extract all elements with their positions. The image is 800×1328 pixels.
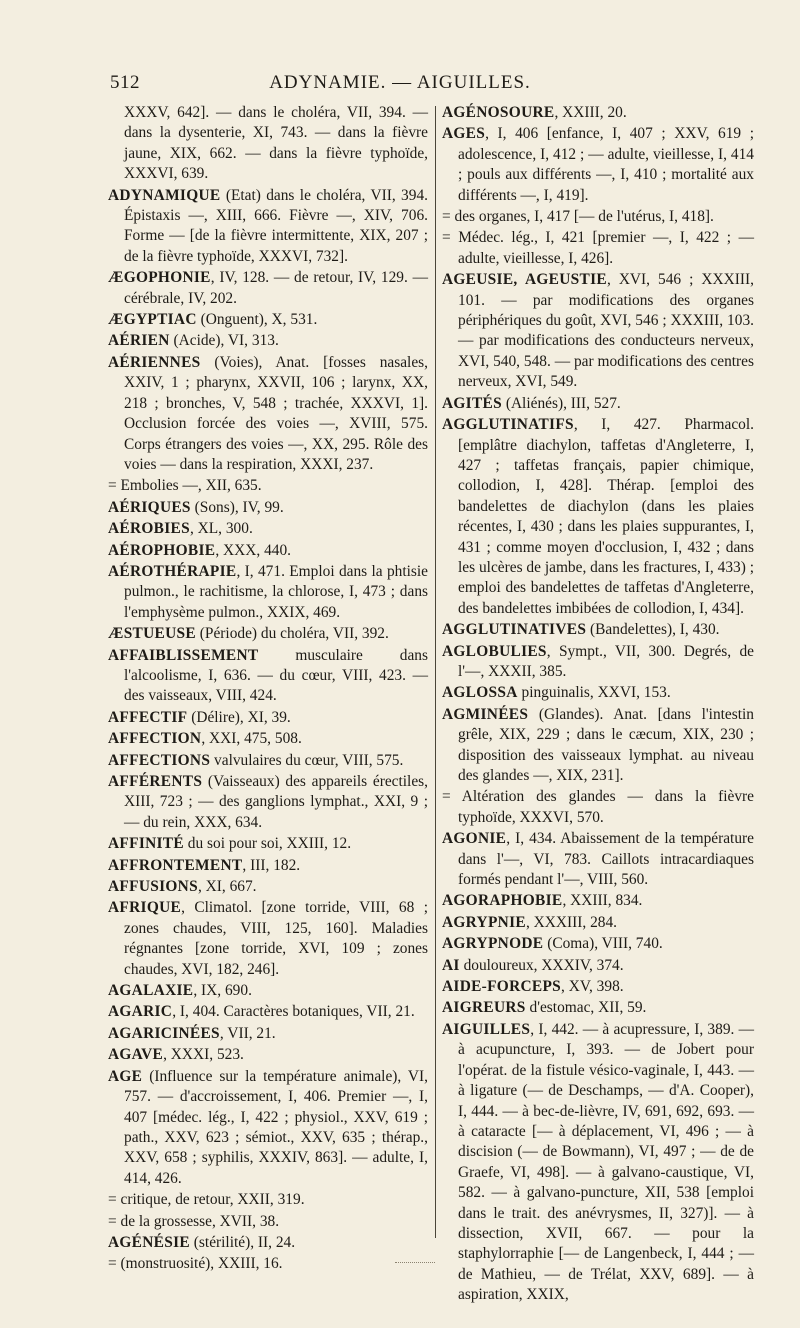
entry-headword: AGES [442, 125, 486, 143]
index-entry [108, 1045, 428, 1065]
index-entry [108, 1254, 428, 1274]
entry-text: = de la grossesse, XVII, 38. [108, 1212, 280, 1230]
entry-headword: AFFECTIONS [108, 751, 211, 769]
entry-headword: AFFECTIF [108, 708, 188, 726]
entry-text: , XXX, 440. [215, 541, 292, 559]
index-entry [442, 787, 754, 828]
index-entry [108, 1024, 428, 1044]
index-entry [442, 1020, 754, 1306]
entry-headword: AGGLUTINATIFS [442, 416, 574, 434]
index-entry [442, 620, 754, 640]
entry-text: du soi pour soi, XXIII, 12. [183, 835, 352, 853]
entry-text: , III, 182. [242, 856, 301, 874]
entry-text: , I, 434. Abaissement de la température dans l'—, VI, 783. Caillots intracardiaques formés pendant l'—, VIII, 560. [458, 830, 754, 889]
index-entry [442, 124, 754, 206]
index-entry [442, 977, 754, 997]
entry-text: , XXXI, 523. [163, 1046, 244, 1064]
index-entry [108, 268, 428, 309]
entry-headword: ADYNAMIQUE [108, 186, 221, 204]
entry-text: (Période) du choléra, VII, 392. [195, 625, 389, 643]
entry-text: (Onguent), X, 531. [196, 311, 318, 329]
entry-headword: ÆGOPHONIE [108, 269, 211, 287]
index-entry [442, 956, 754, 976]
entry-headword: AGÉNÉSIE [108, 1233, 190, 1251]
index-entry [108, 1002, 428, 1022]
index-entry [108, 898, 428, 980]
entry-text: = des organes, I, 417 [— de l'utérus, I, 418]. [442, 208, 714, 226]
entry-headword: AIGUILLES [442, 1020, 531, 1038]
running-head: ADYNAMIE. — AIGUILLES. [269, 72, 531, 93]
entry-text: , XXIII, 20. [554, 104, 627, 121]
entry-headword: AÉRIENNES [108, 353, 201, 371]
entry-headword: AGRYPNODE [442, 935, 544, 953]
entry-text: , XI, 667. [197, 878, 257, 896]
index-entry [442, 891, 754, 911]
entry-text: (Voies), Anat. [fosses nasales, XXIV, 1 ; pharynx, XXVII, 106 ; larynx, XX, 218 ; bronches, V, 548 ; trachée, XXXVI, 1]. Occlusion forcée des voies —, XVIII, 575. Corps étrangers des voies —, XX, 295. Rôle des voies — dans la respiration, XXXI, 237. [124, 353, 428, 473]
entry-text: (Bandelettes), I, 430. [586, 621, 720, 639]
right-column [442, 103, 754, 1307]
entry-headword: AGORAPHOBIE [442, 892, 563, 910]
page-number: 512 [110, 72, 140, 93]
entry-text: , I, 404. Caractères botaniques, VII, 21. [172, 1003, 415, 1021]
entry-text: , I, 442. — à acupressure, I, 389. — à acupuncture, I, 393. — de Jobert pour l'opérat. de la fistule vésico-vaginale, I, 443. — à ligature (— de Deschamps, — d'A. Cooper), I, 444. — à bec-de-lièvre, IV, 691, 692, 693. — à cataracte [— à déplacement, VI, 496 ; — à discision (— de Bowmann), VI, 497 ; — de de Graefe, VI, 498]. — à galvano-caustique, VI, 582. — à galvano-puncture, XII, 538 [emploi dans le trait. des anévrysmes, II, 327)]. — à dissection, XVII, 667. — pour la staphylorraphie [— de Langenbeck, I, 444 ; — de Mathieu, — de Trélat, XXV, 689]. — à aspiration, XXIX, [458, 1020, 754, 1304]
entry-text: , XVI, 546 ; XXXIII, 101. — par modifications des organes périphériques du goût, XVI, 546 ; XXXIII, 103. — par modifications des conducteurs nerveux, XVI, 540, 548. — par modifications des centres nerveux, XVI, 549. [458, 271, 754, 391]
index-entry [442, 705, 754, 787]
entry-text: , IV, 128. — de retour, IV, 129. — cérébrale, IV, 202. [124, 269, 428, 307]
index-entry [108, 541, 428, 561]
entry-text: (Aliénés), III, 527. [501, 394, 621, 412]
entry-headword: AFFRONTEMENT [108, 856, 243, 874]
index-entry [108, 624, 428, 644]
entry-headword: AFFUSIONS [108, 878, 198, 896]
index-entry [108, 877, 428, 897]
entry-text: , XV, 398. [561, 978, 624, 996]
entry-text: , XXXIII, 284. [525, 913, 617, 931]
index-entry [108, 772, 428, 833]
entry-headword: AFFECTION [108, 730, 202, 748]
index-entry [108, 834, 428, 854]
entry-text: (Acide), VI, 313. [169, 332, 279, 350]
entry-headword: ÆSTUEUSE [108, 625, 196, 643]
entry-headword: AGÉNOSOURE [442, 104, 555, 121]
index-entry [108, 751, 428, 771]
entry-headword: AGRYPNIE [442, 913, 526, 931]
index-entry [442, 934, 754, 954]
entry-text: = Altération des glandes — dans la fièvre typhoïde, XXXVI, 570. [442, 788, 754, 826]
index-entry [108, 1190, 428, 1210]
index-entry [108, 646, 428, 707]
index-entry [442, 998, 754, 1018]
index-entry [108, 1212, 428, 1232]
entry-text: = (monstruosité), XXIII, 16. [108, 1255, 283, 1273]
entry-text: , XXIII, 834. [562, 892, 643, 910]
index-entry [442, 270, 754, 392]
index-entry [108, 519, 428, 539]
entry-headword: AGLOBULIES [442, 642, 547, 660]
entry-text: (Coma), VIII, 740. [543, 935, 663, 953]
index-entry [108, 1233, 428, 1253]
entry-text: douloureux, XXXIV, 374. [459, 956, 624, 974]
entry-headword: AIDE-FORCEPS [442, 978, 562, 996]
index-entry [108, 562, 428, 623]
entry-headword: AFFINITÉ [108, 835, 184, 853]
entry-text: (Délire), XI, 39. [187, 708, 291, 726]
entry-headword: AÉRIEN [108, 332, 170, 350]
index-entry [108, 476, 428, 496]
index-entry [108, 1067, 428, 1189]
footer-mark [395, 1262, 435, 1265]
page-header [0, 72, 800, 102]
column-divider [435, 106, 436, 1238]
entry-text: (stérilité), II, 24. [189, 1233, 296, 1251]
entry-headword: AGALAXIE [108, 982, 194, 1000]
index-entry [442, 415, 754, 619]
index-entry [108, 981, 428, 1001]
index-entry [108, 708, 428, 728]
entry-text: , XL, 300. [189, 520, 253, 538]
entry-text: , I, 427. Pharmacol. [emplâtre diachylon, taffetas d'Angleterre, I, 427 ; taffetas français, papier chimique, collodion, I, 428]. Thérap. [emploi des bandelettes de diachylon (dans les plaies récentes, I, 430 ; dans les plaies suppurantes, I, 431 ; comme moyen d'occlusion, I, 432 ; dans les ulcères de jambe, dans les fractures, I, 433) ; emploi des bandelettes de taffetas d'Angleterre, des bandelettes imbibées de collodion, I, 434]. [458, 416, 754, 617]
entry-text: , IX, 690. [193, 982, 252, 1000]
entry-headword: AGEUSIE, AGEUSTIE [442, 271, 607, 289]
index-entry [442, 829, 754, 890]
entry-headword: AÉROPHOBIE [108, 541, 216, 559]
entry-headword: AFRIQUE [108, 899, 182, 917]
index-entry [442, 228, 754, 269]
entry-text: pinguinalis, XXVI, 153. [517, 684, 671, 702]
entry-headword: AÉRIQUES [108, 498, 191, 516]
entry-text: (Glandes). Anat. [dans l'intestin grêle, XIX, 229 ; dans le cæcum, XIX, 230 ; disposition des vaisseaux lymphat. au niveau des glandes —, XIX, 231]. [458, 705, 754, 784]
entry-text: (Influence sur la température animale), VI, 757. — d'accroissement, I, 406. Premier —, I, 407 [médec. lég., I, 422 ; physiol., XXV, 619 ; path., XXV, 623 ; sémiot., XXV, 635 ; thérap., XXV, 658 ; syphilis, XXXIV, 863]. — adulte, I, 414, 426. [124, 1067, 428, 1187]
index-entry [442, 394, 754, 414]
index-entry [108, 331, 428, 351]
entry-headword: AÉROBIES [108, 520, 190, 538]
entry-headword: AGMINÉES [442, 705, 529, 723]
entry-text: , XXI, 475, 508. [201, 730, 302, 748]
entry-text: XXXV, 642]. — dans le choléra, VII, 394. — dans la dysenterie, XI, 743. — dans la fièvre jaune, XIX, 662. — dans la fièvre typhoïde, XXXVI, 639. [124, 104, 428, 183]
index-entry [442, 683, 754, 703]
entry-headword: AI [442, 956, 460, 974]
index-entry [108, 310, 428, 330]
entry-text: = Médec. lég., I, 421 [premier —, I, 422 ; — adulte, vieillesse, I, 426]. [442, 229, 754, 267]
index-entry [108, 186, 428, 268]
entry-headword: AGAVE [108, 1046, 164, 1064]
entry-headword: AFFAIBLISSEMENT [108, 646, 259, 664]
entry-text: , Sympt., VII, 300. Degrés, de l'—, XXXII, 385. [458, 642, 754, 680]
entry-headword: AGITÉS [442, 394, 502, 412]
entry-text: = critique, de retour, XXII, 319. [108, 1191, 305, 1209]
entry-headword: AIGREURS [442, 999, 526, 1017]
entry-text: (Sons), IV, 99. [190, 498, 284, 516]
entry-headword: AGE [108, 1067, 143, 1085]
index-entry [442, 103, 754, 123]
entry-text: = Embolies —, XII, 635. [108, 477, 262, 495]
index-entry [108, 353, 428, 475]
entry-text: , VII, 21. [219, 1024, 276, 1042]
entry-headword: AGARIC [108, 1003, 173, 1021]
entry-headword: ÆGYPTIAC [108, 311, 197, 329]
entry-headword: AGLOSSA [442, 684, 518, 702]
entry-text: musculaire dans l'alcoolisme, I, 636. — du cœur, VIII, 423. — des vaisseaux, VIII, 424. [124, 646, 428, 705]
index-entry [442, 913, 754, 933]
left-column [108, 103, 428, 1276]
entry-headword: AGONIE [442, 830, 507, 848]
entry-headword: AFFÉRENTS [108, 773, 203, 790]
index-entry [442, 642, 754, 683]
entry-text: (Vaisseaux) des appareils érectiles, XIII, 723 ; — des ganglions lymphat., XXI, 9 ; — du rein, XXX, 634. [124, 773, 428, 831]
index-entry [108, 103, 428, 185]
entry-text: valvulaires du cœur, VIII, 575. [210, 751, 404, 769]
entry-text: , I, 406 [enfance, I, 407 ; XXV, 619 ; adolescence, I, 412 ; — adulte, vieillesse, I, 414 ; pouls aux différents —, I, 410 ; mortalité aux différents —, I, 419]. [458, 125, 754, 204]
entry-headword: AÉROTHÉRAPIE [108, 562, 237, 580]
entry-text: (Etat) dans le choléra, VII, 394. Épistaxis —, XIII, 666. Fièvre —, XIV, 706. Forme — [de la fièvre intermittente, XIX, 207 ; de la fièvre typhoïde, XXXVI, 732]. [124, 186, 428, 265]
index-entry [108, 856, 428, 876]
index-entry [108, 729, 428, 749]
entry-headword: AGGLUTINATIVES [442, 621, 587, 639]
entry-text: , Climatol. [zone torride, VIII, 68 ; zones chaudes, VIII, 125, 160]. Maladies régnantes [zone torride, XVI, 109 ; zones chaudes, XVI, 182, 246]. [124, 899, 428, 978]
entry-headword: AGARICINÉES [108, 1024, 220, 1042]
entry-text: d'estomac, XII, 59. [525, 999, 647, 1017]
index-entry [442, 207, 754, 227]
entry-text: , I, 471. Emploi dans la phtisie pulmon., le rachitisme, la chlorose, I, 473 ; dans l'emphysème pulmon., XXIX, 469. [124, 562, 428, 621]
index-entry [108, 498, 428, 518]
